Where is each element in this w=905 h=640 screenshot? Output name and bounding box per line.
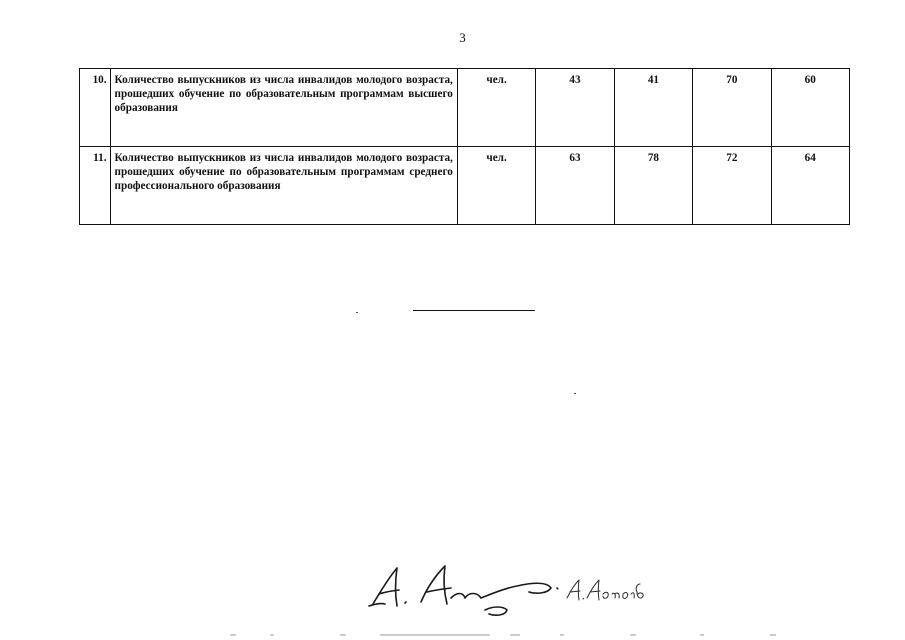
scan-speck: [574, 393, 576, 394]
scan-speck: [356, 312, 358, 313]
row-number: 11.: [80, 147, 111, 225]
row-value: 64: [771, 147, 849, 225]
row-number: 10.: [80, 69, 111, 147]
table-row: [80, 69, 850, 147]
row-value: 70: [693, 69, 771, 147]
row-value: 43: [536, 69, 614, 147]
row-description: Количество выпускников из числа инвалидов молодого возраста, прошедших обучение по образовательным программам высшего образования: [110, 69, 457, 147]
row-value: 41: [614, 69, 692, 147]
row-value: 63: [536, 147, 614, 225]
row-value: 72: [693, 147, 771, 225]
page-number: 3: [459, 30, 466, 45]
row-value: 78: [614, 147, 692, 225]
row-unit: чел.: [457, 69, 535, 147]
row-value: 60: [771, 69, 849, 147]
end-of-document-line: [413, 310, 535, 311]
row-description: Количество выпускников из числа инвалидов молодого возраста, прошедших обучение по образовательным программам среднего профессионального образования: [110, 147, 457, 225]
scan-edge-noise: [230, 632, 810, 638]
row-unit: чел.: [457, 147, 535, 225]
handwritten-signature: [365, 558, 645, 618]
table-row: [80, 147, 850, 225]
data-table: [79, 68, 850, 225]
